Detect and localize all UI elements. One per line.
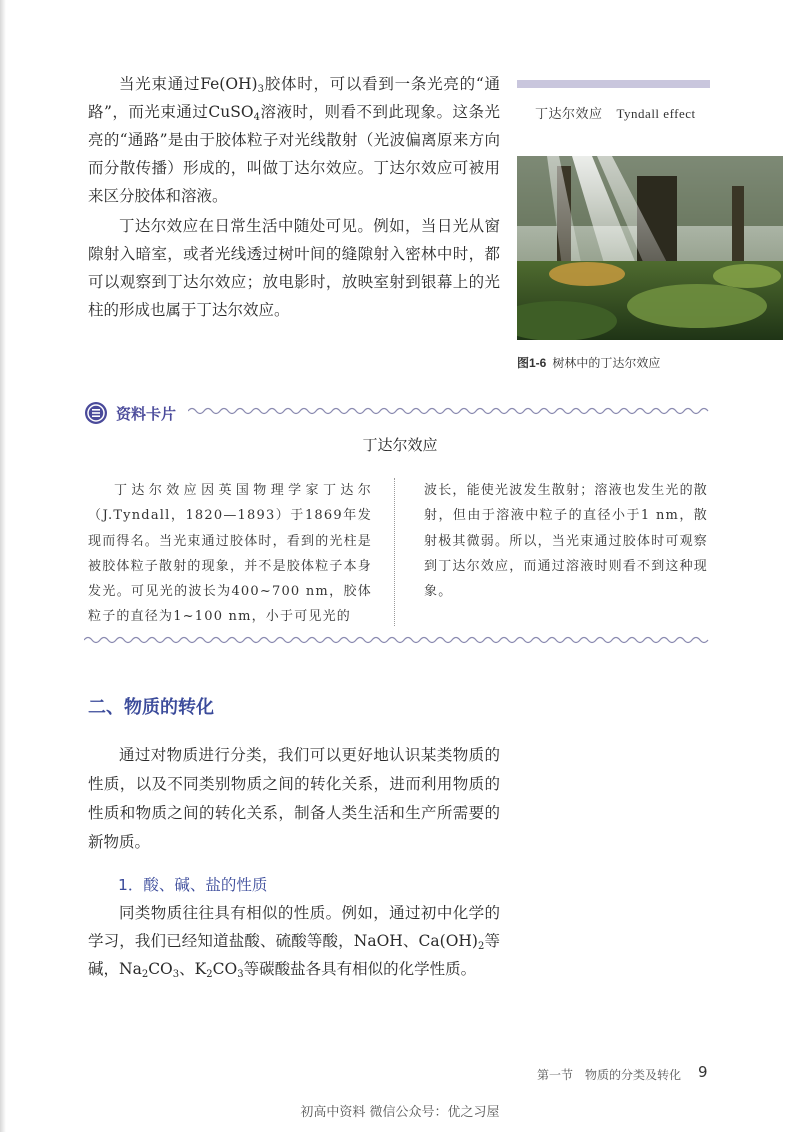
info-card-label: 资料卡片 xyxy=(116,405,177,423)
page-number: 9 xyxy=(698,1063,708,1081)
footer-chapter-title: 第一节 物质的分类及转化 xyxy=(537,1068,682,1082)
sidebar-caption-en: Tyndall effect xyxy=(616,106,696,121)
info-card-header xyxy=(84,397,714,431)
info-card-right-column: 波长，能使光波发生散射；溶液也发生光的散射，但由于溶液中粒子的直径小于1 nm，散射极其微弱。所以，当光束通过胶体时可观察到丁达尔效应，而通过溶液时则看不到这种现象。 xyxy=(424,483,709,600)
sidebar-caption-cn: 丁达尔效应 xyxy=(535,107,603,122)
info-card-title: 丁达尔效应 xyxy=(362,436,438,454)
info-card-top-border xyxy=(188,406,714,416)
section-paragraph: 通过对物质进行分类，我们可以更好地认识某类物质的性质，以及不同类别物质之间的转化关系，进而利用物质的性质和物质之间的转化关系，制备人类生活和生产所需要的新物质。 xyxy=(88,746,500,851)
intro-paragraph-1: 当光束通过$Fe(OH)_3$胶体时，可以看到一条光亮的“通路”，而光束通过CuSO$_4$溶液时，则看不到此现象。这条光亮的“通路”是由于胶体粒子对光线散射（光波偏离原来方向而分散传播）形成的，叫做丁达尔效应。丁达尔效应可被用来区分胶体和溶液。 xyxy=(88,75,500,205)
intro-paragraph-2: 丁达尔效应在日常生活中随处可见。例如，当日光从窗隙射入暗室，或者光线透过树叶间的缝隙射入密林中时，都可以观察到丁达尔效应；放电影时，放映室射到银幕上的光柱的形成也属于丁达尔效应。 xyxy=(88,217,500,319)
forest-photo xyxy=(517,156,783,340)
subsection-heading: 1．酸、碱、盐的性质 xyxy=(118,876,268,894)
section-heading: 二、物质的转化 xyxy=(88,697,214,718)
figure-caption-text: 树林中的丁达尔效应 xyxy=(552,356,661,370)
info-card-body xyxy=(88,478,710,628)
footer-watermark-note: 初高中资料 微信公众号：优之习屋 xyxy=(300,1105,500,1120)
sidebar-caption xyxy=(535,103,696,122)
page-edge xyxy=(0,0,6,1132)
figure-number: 图1-6 xyxy=(517,356,547,370)
sidebar-accent-bar xyxy=(517,80,710,88)
figure-caption xyxy=(517,354,660,371)
subsection-paragraph: 同类物质往往具有相似的性质。例如，通过初中化学的学习，我们已经知道盐酸、硫酸等酸，NaOH、$Ca(OH)_2$等碱，$Na_2CO_3$、$K_2CO_3$等碳酸盐各具有相似的化学性质。 xyxy=(88,904,500,980)
subsection-text xyxy=(88,899,500,983)
info-card-column-divider xyxy=(394,478,395,626)
intro-text xyxy=(88,70,500,324)
section-text xyxy=(88,741,500,857)
info-card-left-column: 丁达尔效应因英国物理学家丁达尔（J.Tyndall，1820—1893）于1869年发现而得名。当光束通过胶体时，看到的光柱是被胶体粒子散射的现象，并不是胶体粒子本身发光。可见光的波长为400~700 nm，胶体粒子的直径为1~100 nm，小于可见光的 xyxy=(88,483,373,625)
info-card-icon xyxy=(84,401,108,425)
info-card-bottom-border xyxy=(84,635,714,645)
